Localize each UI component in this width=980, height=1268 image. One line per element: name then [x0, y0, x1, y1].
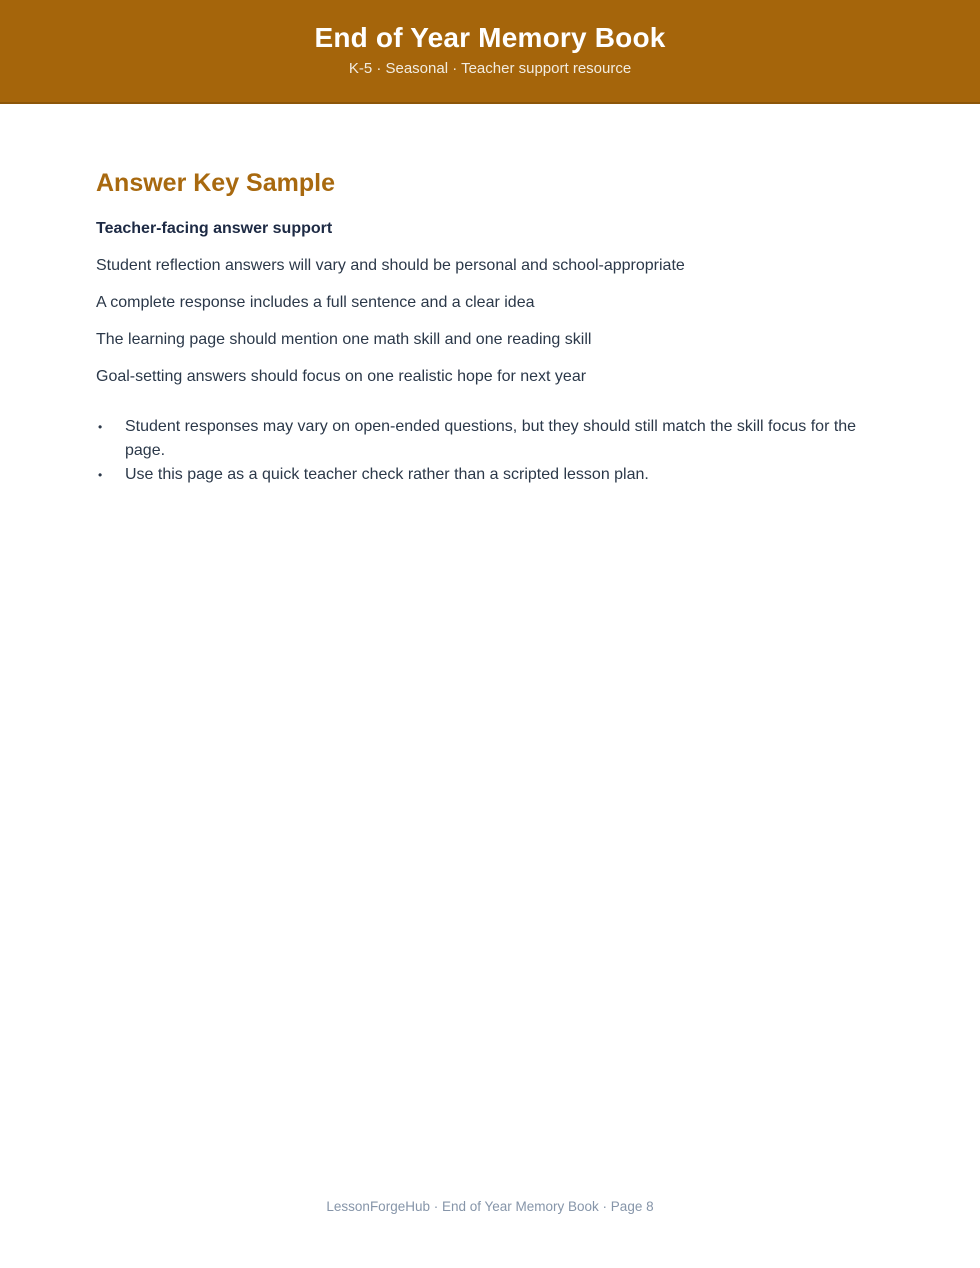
document-subtitle: K-5 · Seasonal · Teacher support resource	[348, 59, 632, 77]
section-heading: Answer Key Sample	[96, 169, 335, 197]
header-banner	[0, 0, 980, 104]
answer-note-paragraph: Goal-setting answers should focus on one realistic hope for next year	[96, 368, 587, 386]
list-item: • Use this page as a quick teacher check rather than a scripted lesson plan.	[96, 463, 884, 487]
footer-text: LessonForgeHub · End of Year Memory Book · Page 8	[326, 1199, 654, 1214]
answer-note-paragraph: A complete response includes a full sentence and a clear idea	[96, 294, 535, 312]
answer-note-paragraph: The learning page should mention one math skill and one reading skill	[96, 331, 592, 349]
page-footer	[0, 1197, 980, 1217]
list-item: • Student responses may vary on open-ended questions, but they should still match the skill focus for the page.	[96, 415, 884, 463]
answer-note-paragraph: Student reflection answers will vary and should be personal and school-appropriate	[96, 257, 685, 275]
document-title: End of Year Memory Book	[314, 21, 666, 53]
section-subheading: Teacher-facing answer support	[96, 220, 333, 238]
teacher-tips-list	[96, 415, 884, 487]
content-area	[0, 168, 980, 487]
